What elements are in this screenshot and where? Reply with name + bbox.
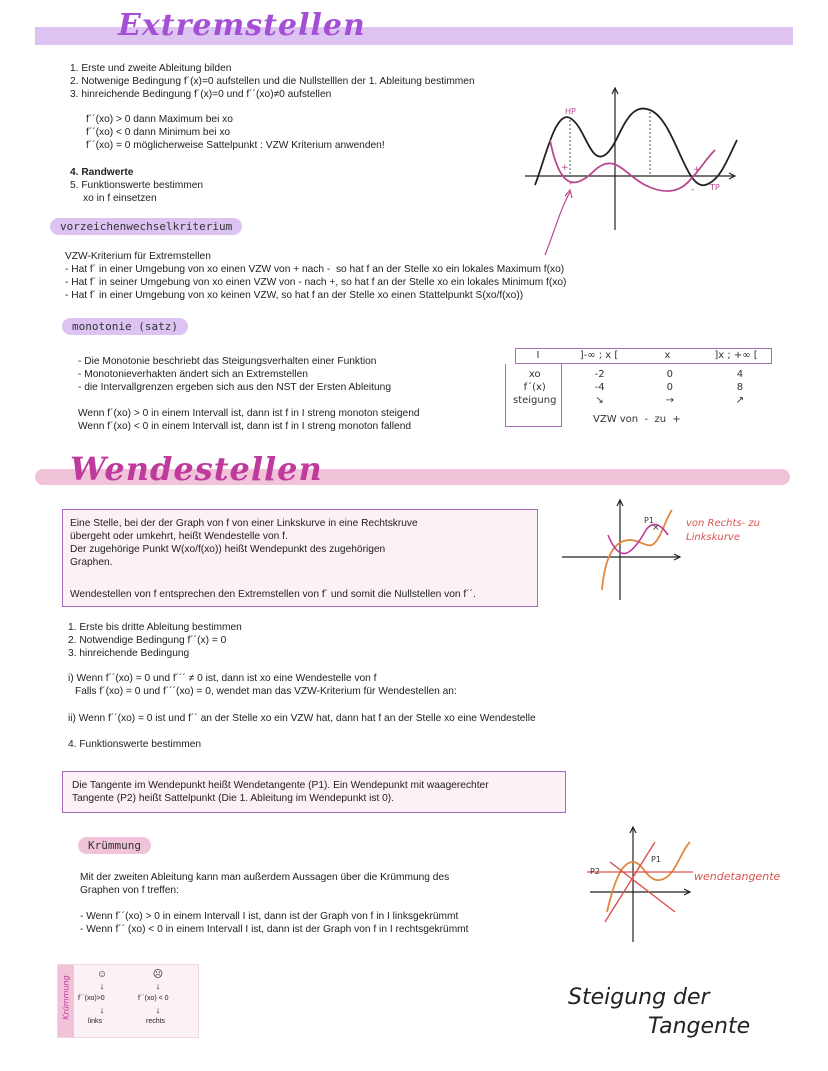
table-header-cell: ]x ; +∞ [ [714, 350, 758, 361]
step-5: 5. Funktionswerte bestimmen [70, 180, 204, 191]
wende-step-1: 1. Erste bis dritte Ableitung bestimmen [68, 622, 242, 633]
table-cell: 0 [666, 382, 673, 393]
tangent-line-2: Tangente (P2) heißt Sattelpunkt (Die 1. Ableitung im Wendepunkt ist 0). [72, 793, 395, 804]
smile-face-icon: ☺ [96, 969, 108, 980]
card-right-result: rechts [146, 1018, 166, 1025]
table-header-cell: x [664, 350, 671, 361]
step-4-randwerte: 4. Randwerte [70, 167, 134, 178]
definition-line-1: Eine Stelle, bei der der Graph von f von einer Linkskurve in eine Rechtskruve [70, 518, 418, 529]
label-plus-1: + [561, 163, 569, 173]
label-plus-2: + [693, 165, 701, 175]
vzw-heading: VZW-Kriterium für Extremstellen [65, 251, 211, 262]
wende-step-2: 2. Notwendige Bedingung f´´(x) = 0 [68, 635, 227, 646]
derivative-curve [550, 140, 715, 191]
sketch3-label-p1: P1 [651, 855, 661, 864]
extremum-sketch [515, 80, 750, 260]
section-title-wendestellen: Wendestellen [70, 450, 323, 488]
step-5-sub: xo in f einsetzen [83, 193, 157, 204]
section-title-extremstellen: Extremstellen [118, 8, 366, 43]
wende-case-1b: Falls f´(xo) = 0 und f´´´(xo) = 0, wendet man das VZW-Kriterium für Wendestellen an: [75, 686, 457, 697]
label-minus-2: - [691, 185, 695, 195]
kruemmung-line-2: - Wenn f´´ (xo) < 0 in einem Intervall I ist, dann ist der Graph von f in I rechtsgekrümmt [80, 924, 469, 935]
pill-vzw-kriterium: vorzeichenwechselkriterium [50, 218, 242, 235]
label-hp: HP [565, 107, 576, 116]
card-right-cond: f´´(xo) < 0 [138, 995, 169, 1002]
wende-case-1: i) Wenn f´´(xo) = 0 und f´´´ ≠ 0 ist, dann ist xo eine Wendestelle von f [68, 673, 377, 684]
sketch3-tangent-p2 [605, 842, 655, 922]
handwriting-line-2: Tangente [648, 1014, 751, 1039]
vzw-line-2: - Hat f´ in seiner Umgebung von xo einen VZW von - nach +, so hat f an der Stelle xo ein lokales Minimum f(xo) [65, 277, 567, 288]
condition-saddle: f´´(xo) = 0 möglicherweise Sattelpunkt : VZW Kriterium anwenden! [86, 140, 385, 151]
sketch2-note-1: von Rechts- zu [686, 518, 760, 529]
wende-step-3: 3. hinreichende Bedingung [68, 648, 190, 659]
definition-line-4: Graphen. [70, 557, 113, 568]
table-cell: -2 [594, 369, 605, 380]
table-cell: steigung [513, 395, 557, 406]
sketch2-label-p1: P1 [644, 516, 654, 525]
table-row [505, 394, 775, 407]
table-cell: ↘ [595, 395, 604, 406]
down-arrow-icon: ↓ [155, 981, 161, 991]
table-row [505, 368, 775, 381]
label-minus-1: - [569, 179, 573, 189]
monotonie-rule-2: Wenn f´(xo) < 0 in einem Intervall ist, dann ist f in I streng monoton fallend [78, 421, 412, 432]
sketch2-note-2: Linkskurve [686, 532, 740, 543]
step-1: 1. Erste und zweite Ableitung bilden [70, 63, 232, 74]
table-cell: 0 [666, 369, 673, 380]
down-arrow-icon: ↓ [155, 1005, 161, 1015]
table-note-vzw: VZW von - zu + [593, 414, 681, 425]
definition-line-3: Der zugehörige Punkt W(xo/f(xo)) heißt Wendepunkt des zugehörigen [70, 544, 386, 555]
wende-step-4: 4. Funktionswerte bestimmen [68, 739, 202, 750]
table-cell: → [665, 395, 674, 406]
table-row [505, 381, 775, 394]
table-cell: -4 [594, 382, 605, 393]
card-side-label: Krümmung [61, 975, 71, 1020]
kruemmung-intro-2: Graphen von f treffen: [80, 885, 179, 896]
table-cell: 4 [736, 369, 744, 380]
monotonie-table-body [505, 368, 775, 407]
monotonie-line-2: - Monotonieverhakten ändert sich an Extremstellen [78, 369, 308, 380]
tangent-line-1: Die Tangente im Wendepunkt heißt Wendetangente (P1). Ein Wendepunkt mit waagerechter [72, 780, 489, 791]
definition-extra: Wendestellen von f entsprechen den Extremstellen von f´ und somit die Nullstellen von f´´. [70, 589, 476, 600]
definition-line-2: übergeht oder umkehrt, heißt Wendestelle von f. [70, 531, 288, 542]
monotonie-line-1: - Die Monotonie beschriebt das Steigungsverhalten einer Funktion [78, 356, 377, 367]
step-2: 2. Notwenige Bedingung f´(x)=0 aufstellen und die Nullstelllen der 1. Ableitung bestimmen [70, 76, 475, 87]
vzw-line-1: - Hat f´ in einer Umgebung von xo einen VZW von + nach - so hat f an der Stelle xo ein lokales Maximum f(xo) [65, 264, 565, 275]
inflection-sketch [560, 495, 780, 605]
frown-face-icon: ☹ [152, 969, 164, 980]
sketch2-point-marker: × [652, 523, 660, 533]
monotonie-table [515, 349, 774, 362]
table-header-cell: I [536, 350, 540, 361]
pointer-arrow-line [545, 192, 570, 255]
wende-case-2: ii) Wenn f´´(xo) = 0 ist und f´´ an der Stelle xo ein VZW hat, dann hat f an der Stelle xo eine Wendestelle [68, 713, 536, 724]
condition-max: f´´(xo) > 0 dann Maximum bei xo [86, 114, 233, 125]
sketch2-orange-curve [602, 510, 672, 590]
label-tp: TP [710, 183, 720, 192]
vzw-line-3: - Hat f´ in einer Umgebung von xo keinen VZW, so hat f an der Stelle xo einen Stattelpunkt S(xo/f(xo)) [65, 290, 524, 301]
monotonie-line-3: - die Intervallgrenzen ergeben sich aus den NST der Ersten Ableitung [78, 382, 391, 393]
table-cell: f´(x) [523, 382, 546, 393]
handwriting-line-1: Steigung der [568, 985, 710, 1010]
kruemmung-card [57, 964, 199, 1038]
card-left-cond: f´´(xo)>0 [78, 995, 105, 1002]
card-left-result: links [88, 1018, 103, 1025]
table-cell: xo [528, 369, 541, 380]
table-header-cell: ]-∞ ; x [ [579, 350, 619, 361]
table-cell: ↗ [735, 395, 745, 406]
monotonie-table-box [505, 348, 775, 428]
down-arrow-icon: ↓ [99, 1005, 105, 1015]
pill-monotonie: monotonie (satz) [62, 318, 188, 335]
tangent-sketch [585, 822, 695, 947]
step-3: 3. hinreichende Bedingung f´(x)=0 und f´´(xo)≠0 aufstellen [70, 89, 332, 100]
table-cell: 8 [736, 382, 744, 393]
monotonie-rule-1: Wenn f´(xo) > 0 in einem Intervall ist, dann ist f in I streng monoton steigend [78, 408, 420, 419]
sketch3-label-p2: P2 [590, 867, 600, 876]
condition-min: f´´(xo) < 0 dann Minimum bei xo [86, 127, 231, 138]
kruemmung-intro-1: Mit der zweiten Ableitung kann man außerdem Aussagen über die Krümmung des [80, 872, 450, 883]
down-arrow-icon: ↓ [99, 981, 105, 991]
sketch3-label-wendetangente: wendetangente [694, 870, 781, 883]
table-header-row [515, 349, 774, 362]
pill-kruemmung: Krümmung [78, 837, 151, 854]
function-curve [535, 109, 737, 186]
kruemmung-line-1: - Wenn f´´(xo) > 0 in einem Intervall I ist, dann ist der Graph von f in I linksgekrümmt [80, 911, 459, 922]
